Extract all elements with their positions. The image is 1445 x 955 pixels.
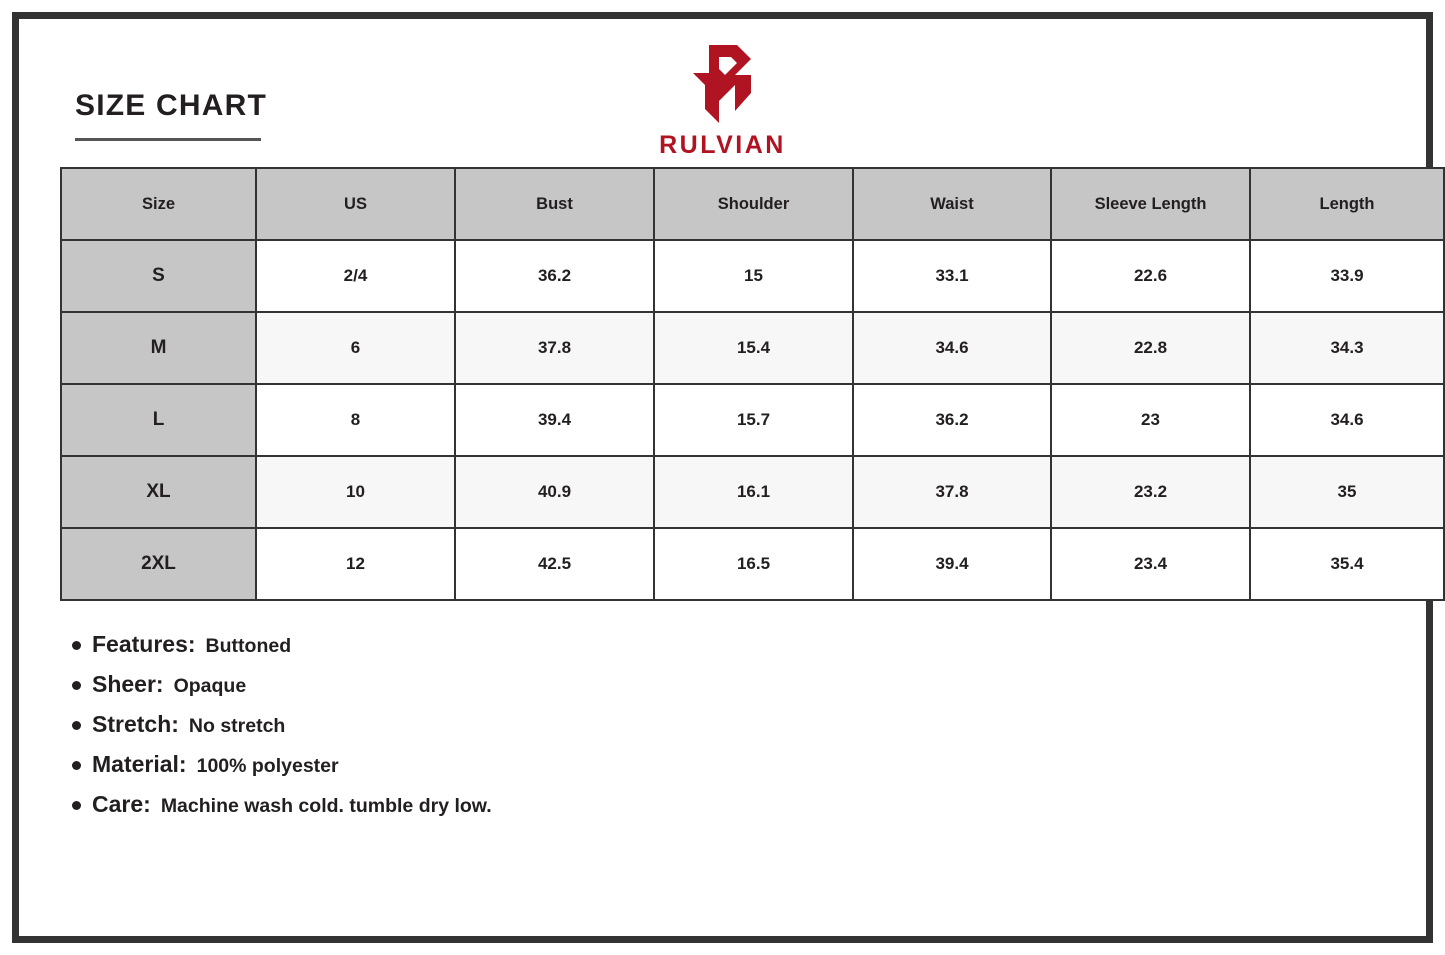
cell-waist: 34.6 [854,313,1050,383]
column-header-sleeve-length: Sleeve Length [1052,169,1249,239]
cell-size: S [62,241,255,311]
feature-value: Machine wash cold. tumble dry low. [160,795,492,817]
cell-sleeve-length: 23 [1052,385,1249,455]
cell-us: 10 [257,457,454,527]
feature-value: Buttoned [205,635,292,657]
cell-waist: 33.1 [854,241,1050,311]
cell-sleeve-length: 22.6 [1052,241,1249,311]
cell-shoulder: 15.7 [655,385,852,455]
table-row [62,313,1443,383]
cell-size: 2XL [62,529,255,599]
rulvian-r-logo-icon [675,41,771,127]
feature-label: Care: [92,791,151,817]
column-header-waist: Waist [854,169,1050,239]
cell-bust: 42.5 [456,529,653,599]
feature-value: No stretch [188,715,286,737]
header [60,19,1385,167]
list-item [72,671,1385,698]
cell-size: L [62,385,255,455]
list-item [72,711,1385,738]
table-row [62,529,1443,599]
feature-value: Opaque [173,675,247,697]
feature-label: Features: [92,631,196,657]
cell-waist: 39.4 [854,529,1050,599]
column-header-shoulder: Shoulder [655,169,852,239]
brand-name: RULVIAN [659,131,786,159]
column-header-bust: Bust [456,169,653,239]
table-row [62,457,1443,527]
cell-length: 34.6 [1251,385,1443,455]
list-item [72,751,1385,778]
cell-bust: 40.9 [456,457,653,527]
cell-us: 8 [257,385,454,455]
bullet-icon [72,761,81,770]
table-row [62,385,1443,455]
features-list [72,631,1385,818]
feature-label: Sheer: [92,671,164,697]
bullet-icon [72,721,81,730]
column-header-length: Length [1251,169,1443,239]
page-border-frame [12,12,1433,943]
bullet-icon [72,681,81,690]
list-item [72,631,1385,658]
cell-shoulder: 15.4 [655,313,852,383]
feature-label: Material: [92,751,187,777]
cell-shoulder: 16.1 [655,457,852,527]
cell-size: XL [62,457,255,527]
table-row [62,241,1443,311]
cell-bust: 37.8 [456,313,653,383]
cell-bust: 36.2 [456,241,653,311]
cell-sleeve-length: 22.8 [1052,313,1249,383]
column-header-size: Size [62,169,255,239]
cell-bust: 39.4 [456,385,653,455]
bullet-icon [72,641,81,650]
cell-us: 2/4 [257,241,454,311]
size-chart-table [60,167,1445,601]
cell-sleeve-length: 23.2 [1052,457,1249,527]
cell-length: 34.3 [1251,313,1443,383]
table-header-row [62,169,1443,239]
feature-value: 100% polyester [196,755,339,777]
cell-waist: 36.2 [854,385,1050,455]
cell-us: 12 [257,529,454,599]
cell-us: 6 [257,313,454,383]
cell-size: M [62,313,255,383]
bullet-icon [72,801,81,810]
cell-sleeve-length: 23.4 [1052,529,1249,599]
brand-block [60,41,1385,160]
cell-length: 35.4 [1251,529,1443,599]
cell-length: 33.9 [1251,241,1443,311]
cell-shoulder: 15 [655,241,852,311]
list-item [72,791,1385,818]
feature-label: Stretch: [92,711,179,737]
cell-length: 35 [1251,457,1443,527]
page-title: SIZE CHART [75,89,267,122]
cell-shoulder: 16.5 [655,529,852,599]
cell-waist: 37.8 [854,457,1050,527]
column-header-us: US [257,169,454,239]
